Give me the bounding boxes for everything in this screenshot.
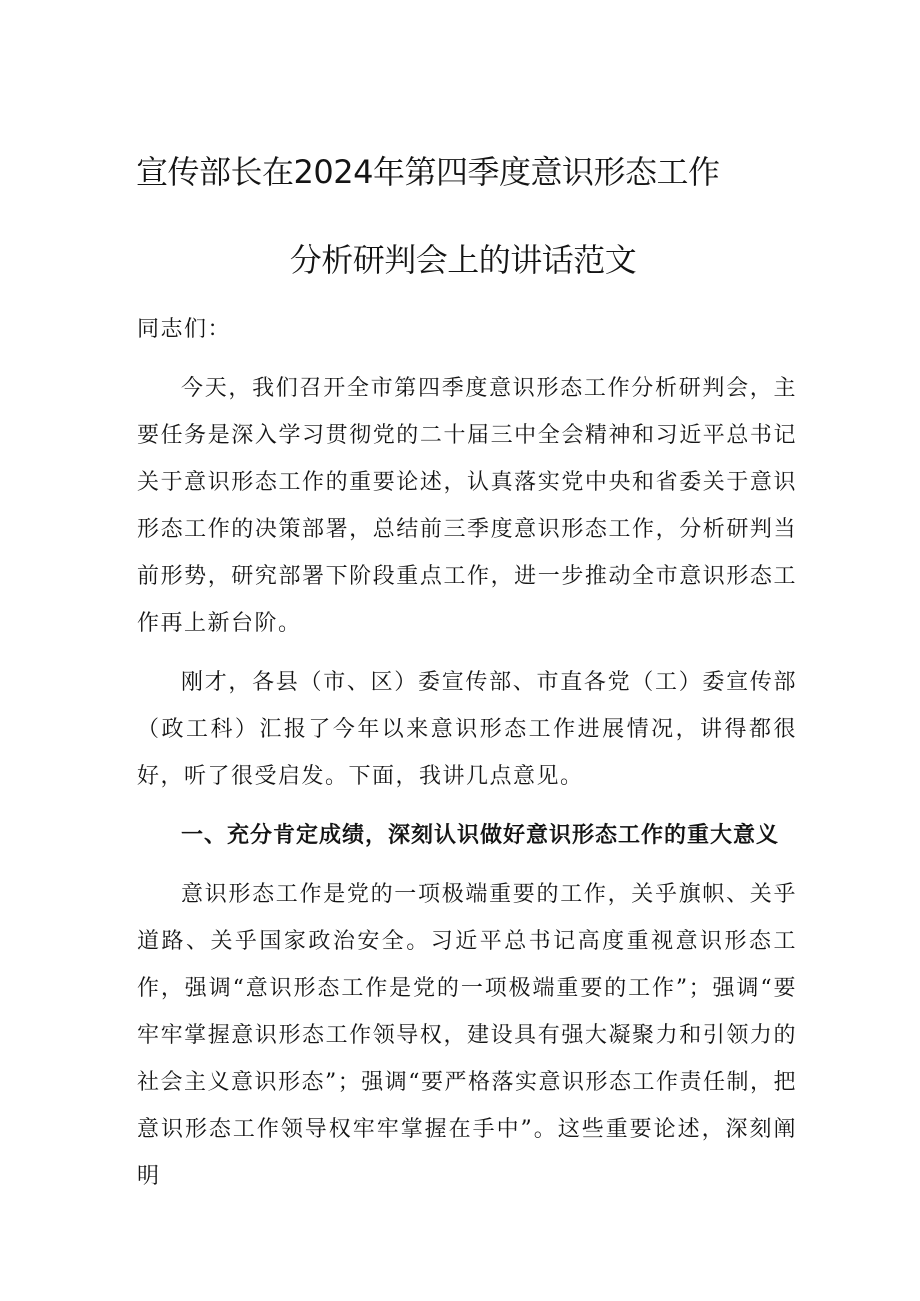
document-title-line-2: 分析研判会上的讲话范文 — [289, 241, 637, 279]
document-body — [137, 306, 797, 1212]
paragraph-reports: 刚才，各县（市、区）委宣传部、市直各党（工）委宣传部（政工科）汇报了今年以来意识形态工作进展情况，讲得都很好，听了很受启发。下面，我讲几点意见。 — [137, 670, 797, 789]
document-title-line-1: 宣传部长在2024年第四季度意识形态工作 — [136, 153, 720, 191]
salutation: 同志们： — [137, 317, 232, 342]
section-1-paragraph: 意识形态工作是党的一项极端重要的工作，关乎旗帜、关乎道路、关乎国家政治安全。习近平总书记高度重视意识形态工作，强调“意识形态工作是党的一项极端重要的工作”；强调“要牢牢掌握意识形态工作领导权，建设具有强大凝聚力和引领力的社会主义意识形态”；强调“要严格落实意识形态工作责任制，把意识形态工作领导权牢牢掌握在手中”。这些重要论述，深刻阐明 — [137, 882, 797, 1189]
paragraph-opening: 今天，我们召开全市第四季度意识形态工作分析研判会，主要任务是深入学习贯彻党的二十届三中全会精神和习近平总书记关于意识形态工作的重要论述，认真落实党中央和省委关于意识形态工作的决策部署，总结前三季度意识形态工作，分析研判当前形势，研究部署下阶段重点工作，进一步推动全市意识形态工作再上新台阶。 — [137, 376, 797, 636]
section-heading-1: 一、充分肯定成绩，深刻认识做好意识形态工作的重大意义 — [181, 822, 780, 848]
